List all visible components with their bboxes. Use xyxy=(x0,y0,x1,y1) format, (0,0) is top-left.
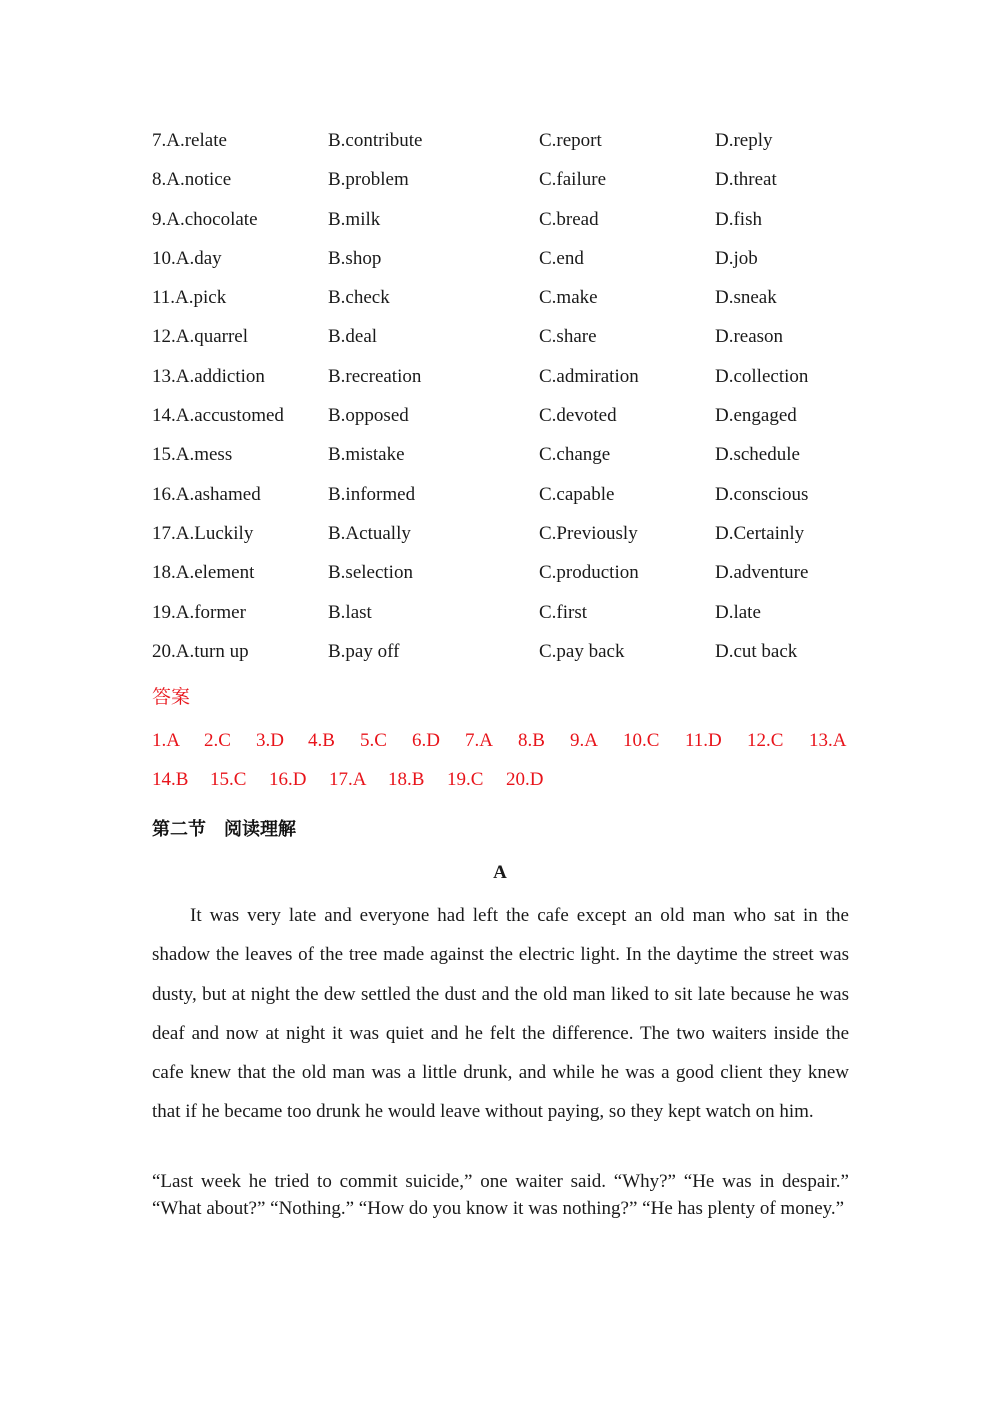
option-c: C.share xyxy=(539,326,597,348)
option-a: 14.A.accustomed xyxy=(152,405,284,427)
option-b: B.mistake xyxy=(328,444,405,466)
answer-item: 8.B xyxy=(518,730,545,751)
option-c: C.bread xyxy=(539,208,599,230)
answer-item: 13.A xyxy=(809,730,847,751)
answer-item: 20.D xyxy=(506,769,544,790)
answer-heading: 答案 xyxy=(152,686,191,708)
option-row xyxy=(152,360,852,399)
option-b: B.recreation xyxy=(328,365,422,387)
option-a: 16.A.ashamed xyxy=(152,483,261,505)
option-a: 10.A.day xyxy=(152,247,222,269)
option-row xyxy=(152,517,852,556)
option-b: B.contribute xyxy=(328,130,423,151)
option-row xyxy=(152,242,852,281)
option-a: 20.A.turn up xyxy=(152,640,249,662)
option-b: B.informed xyxy=(328,483,416,505)
answer-item: 9.A xyxy=(570,730,598,751)
option-row xyxy=(152,399,852,438)
option-d: D.threat xyxy=(715,169,777,191)
option-a: 8.A.notice xyxy=(152,169,232,191)
option-row xyxy=(152,438,852,477)
option-c: C.production xyxy=(539,562,639,584)
answer-item: 2.C xyxy=(204,730,231,751)
option-a: 9.A.chocolate xyxy=(152,208,258,230)
option-row xyxy=(152,124,852,163)
answer-item: 1.A xyxy=(152,730,180,751)
option-b: B.deal xyxy=(328,326,378,348)
answer-item: 19.C xyxy=(447,769,484,790)
option-c: C.capable xyxy=(539,483,615,505)
option-d: D.engaged xyxy=(715,405,797,427)
option-c: C.report xyxy=(539,130,602,151)
answer-item: 14.B xyxy=(152,769,189,790)
option-c: C.end xyxy=(539,247,584,269)
option-d: D.collection xyxy=(715,365,809,387)
option-d: D.Certainly xyxy=(715,522,805,544)
option-a: 13.A.addiction xyxy=(152,365,265,387)
option-b: B.problem xyxy=(328,169,409,191)
option-c: C.first xyxy=(539,601,588,623)
option-a: 19.A.former xyxy=(152,601,246,623)
passage-label: A xyxy=(493,862,507,883)
option-c: C.admiration xyxy=(539,365,639,387)
option-d: D.reason xyxy=(715,326,784,348)
answer-item: 3.D xyxy=(256,730,284,751)
option-b: B.last xyxy=(328,601,372,623)
option-d: D.late xyxy=(715,601,761,623)
answer-item: 18.B xyxy=(388,769,425,790)
option-d: D.fish xyxy=(715,208,762,230)
option-b: B.Actually xyxy=(328,522,411,544)
option-a: 18.A.element xyxy=(152,562,255,584)
option-c: C.pay back xyxy=(539,640,625,662)
option-a: 7.A.relate xyxy=(152,130,227,151)
option-c: C.Previously xyxy=(539,522,638,544)
option-row xyxy=(152,635,852,674)
option-row xyxy=(152,163,852,202)
option-a: 15.A.mess xyxy=(152,444,233,466)
option-a: 11.A.pick xyxy=(152,287,227,309)
answer-item: 4.B xyxy=(308,730,335,751)
option-b: B.check xyxy=(328,287,390,309)
option-d: D.cut back xyxy=(715,640,798,662)
answer-item: 10.C xyxy=(623,730,660,751)
option-row xyxy=(152,203,852,242)
answer-item: 17.A xyxy=(329,769,367,790)
option-b: B.shop xyxy=(328,247,382,269)
option-d: D.sneak xyxy=(715,287,777,309)
option-row xyxy=(152,281,852,320)
answer-item: 5.C xyxy=(360,730,387,751)
option-b: B.milk xyxy=(328,208,381,230)
option-d: D.conscious xyxy=(715,483,809,505)
passage-paragraph-1: It was very late and everyone had left the cafe except an old man who sat in the shadow the leaves of the tree made against the electric light. In the daytime the street was dusty, but at night the dew settled the dust and the old man liked to sit late because he was deaf and now at night it was quiet and he felt the difference. The two waiters inside the cafe knew that the old man was a little drunk, and while he was a good client they knew that if he became too drunk he would leave without paying, so they kept watch on him. xyxy=(152,905,849,1123)
option-c: C.devoted xyxy=(539,405,617,427)
option-d: D.job xyxy=(715,247,758,269)
option-a: 17.A.Luckily xyxy=(152,522,254,544)
option-c: C.make xyxy=(539,287,598,309)
option-d: D.adventure xyxy=(715,562,809,584)
option-row xyxy=(152,556,852,595)
option-c: C.failure xyxy=(539,169,607,191)
section-heading: 第二节 阅读理解 xyxy=(152,819,296,840)
answer-item: 15.C xyxy=(210,769,247,790)
answer-item: 6.D xyxy=(412,730,440,751)
option-a: 12.A.quarrel xyxy=(152,326,249,348)
option-row xyxy=(152,320,852,359)
answer-item: 11.D xyxy=(685,730,722,751)
option-b: B.opposed xyxy=(328,405,409,427)
passage-paragraph-2: “Last week he tried to commit suicide,” one waiter said. “Why?” “He was in despair.” “What about?” “Nothing.” “How do you know it was nothing?” “He has plenty of money.” xyxy=(152,1171,849,1219)
option-b: B.selection xyxy=(328,562,413,584)
cloze-options xyxy=(152,124,852,674)
option-d: D.schedule xyxy=(715,444,800,466)
answer-item: 7.A xyxy=(465,730,493,751)
answer-item: 16.D xyxy=(269,769,307,790)
option-d: D.reply xyxy=(715,130,773,151)
option-c: C.change xyxy=(539,444,611,466)
option-row xyxy=(152,596,852,635)
answer-item: 12.C xyxy=(747,730,784,751)
option-row xyxy=(152,478,852,517)
option-b: B.pay off xyxy=(328,640,400,662)
